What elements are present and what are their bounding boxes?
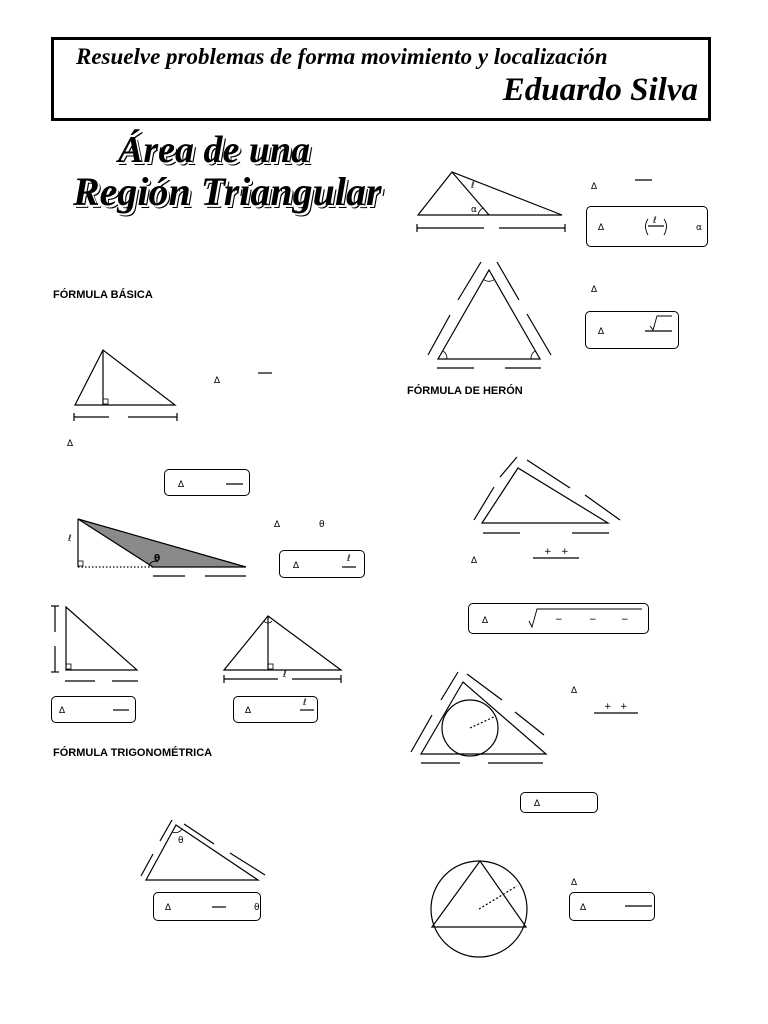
delta-symbol: ∆ <box>245 706 252 716</box>
minus-symbol: − <box>621 615 629 625</box>
delta-symbol: ∆ <box>534 799 541 809</box>
title-line-1: Área de una <box>118 129 311 171</box>
delta-symbol: ∆ <box>165 903 172 913</box>
theta-symbol: θ <box>254 903 260 913</box>
ell-symbol: ℓ <box>68 534 72 544</box>
delta-symbol: ∆ <box>591 285 598 295</box>
delta-symbol: ∆ <box>293 561 300 571</box>
obtuse-triangle-figure <box>78 519 246 576</box>
trig-triangle-figure <box>141 820 265 880</box>
delta-symbol: ∆ <box>598 223 605 233</box>
right-triangle-legs-figure <box>51 606 138 681</box>
plus-symbol: + <box>544 547 552 557</box>
title-line-2: Región Triangular <box>73 169 382 214</box>
header-author: Eduardo Silva <box>502 72 698 108</box>
circumradius-triangle-figure <box>431 861 527 957</box>
delta-symbol: ∆ <box>482 616 489 626</box>
theta-symbol: θ <box>178 836 184 846</box>
delta-symbol: ∆ <box>571 686 578 696</box>
delta-symbol: ∆ <box>598 327 605 337</box>
cevian-triangle-figure <box>417 172 565 232</box>
section-trig-formula: FÓRMULA TRIGONOMÉTRICA <box>53 747 213 759</box>
alpha-symbol: α <box>471 205 477 215</box>
delta-symbol: ∆ <box>471 556 478 566</box>
plus-symbol: + <box>620 702 628 712</box>
minus-symbol: − <box>555 615 563 625</box>
delta-symbol: ∆ <box>591 182 598 192</box>
plus-symbol: + <box>561 547 569 557</box>
heron-triangle-figure <box>474 457 620 533</box>
delta-symbol: ∆ <box>571 878 578 888</box>
plus-symbol: + <box>604 702 612 712</box>
section-basic-formula: FÓRMULA BÁSICA <box>53 289 153 301</box>
delta-symbol: ∆ <box>67 439 74 449</box>
alpha-symbol: α <box>696 223 702 233</box>
basic-triangle-figure <box>74 350 177 421</box>
theta-symbol: θ <box>319 520 325 530</box>
delta-symbol: ∆ <box>580 903 587 913</box>
fraction-bars <box>113 180 672 907</box>
section-heron-formula: FÓRMULA DE HERÓN <box>407 385 523 397</box>
minus-symbol: − <box>589 615 597 625</box>
delta-symbol: ∆ <box>178 480 185 490</box>
ell-symbol: ℓ <box>471 181 475 191</box>
ell-symbol: ℓ <box>347 554 351 564</box>
ell-symbol: ℓ <box>283 670 287 680</box>
delta-symbol: ∆ <box>59 706 66 716</box>
delta-symbol: ∆ <box>214 376 221 386</box>
inradius-triangle-figure <box>411 672 546 763</box>
theta-symbol: θ <box>154 554 161 564</box>
ell-symbol: ℓ <box>653 216 657 226</box>
equilateral-triangle-figure <box>428 262 551 368</box>
delta-symbol: ∆ <box>274 520 281 530</box>
ell-symbol: ℓ <box>303 698 307 708</box>
header-subtitle: Resuelve problemas de forma movimiento y localización <box>76 44 608 69</box>
